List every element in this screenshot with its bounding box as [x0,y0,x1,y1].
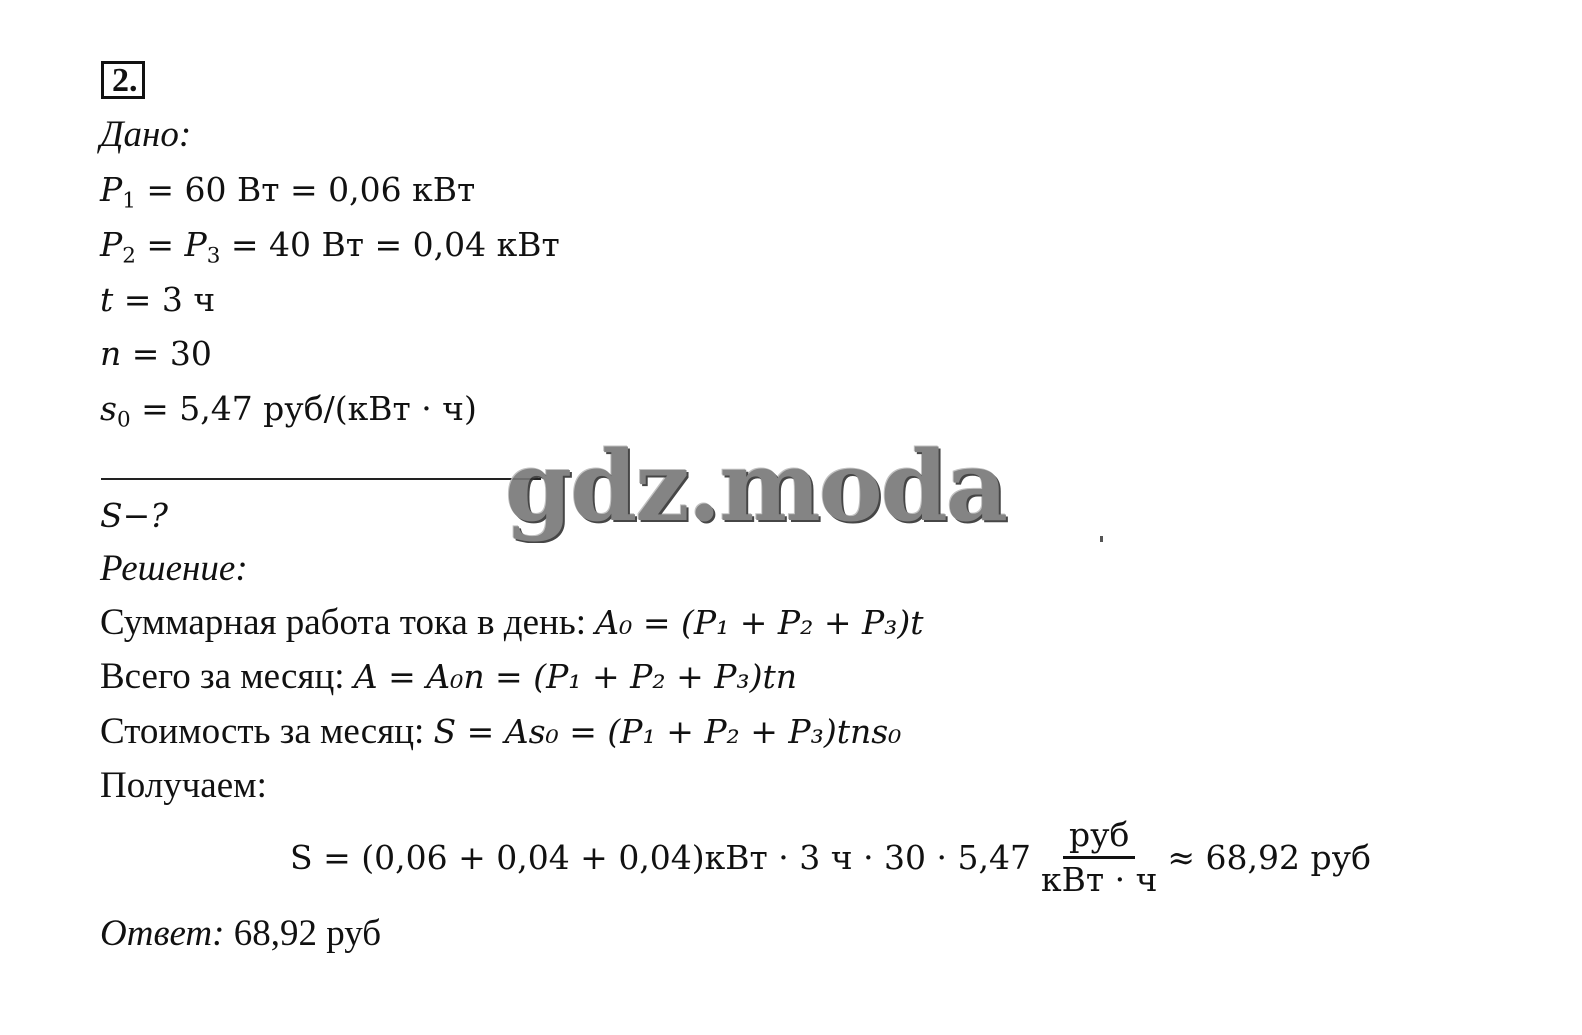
answer-label: Ответ: [100,913,225,954]
var-p1: P [100,170,123,209]
problem-number: 2. [101,61,145,99]
given-p2-eq: = [135,225,185,264]
given-line-n [100,334,212,374]
fraction-denominator: кВт · ч [1041,860,1158,899]
sub-p2: 2 [122,243,136,269]
fraction-numerator: руб [1063,816,1135,859]
solution-line-1 [100,603,924,643]
given-line-s0 [100,389,477,440]
final-formula-result: ≈ 68,92 руб [1167,838,1371,877]
given-line-p2-p3 [100,225,560,276]
sub-p1: 1 [122,188,136,214]
unit-fraction [1041,816,1157,899]
var-p3: P [184,225,207,264]
var-s0: s [100,389,117,428]
given-t-value: = 3 ч [113,280,216,319]
given-line-t [100,280,215,320]
sub-s0: 0 [116,407,131,433]
solution-line-3 [100,712,901,752]
speck-mark [1100,536,1103,542]
final-formula [290,816,1371,899]
solution-line-2-formula: A = A₀n = (P₁ + P₂ + P₃)tn [353,657,798,696]
var-n: n [100,334,122,373]
solution-line-4 [100,766,267,806]
watermark-logo: gdz.moda [505,430,1007,543]
solution-line-1-formula: A₀ = (P₁ + P₂ + P₃)t [595,603,924,642]
given-n-value: = 30 [121,334,212,373]
solution-line-4-text: Получаем: [100,765,267,806]
answer-value: 68,92 руб [224,913,382,954]
find-line: S−? [100,496,168,535]
solution-line-3-text: Стоимость за месяц: [100,711,434,752]
solution-line-2 [100,657,797,697]
given-s0-value: = 5,47 руб/(кВт · ч) [130,389,477,428]
var-p2: P [100,225,123,264]
answer-line [100,914,381,954]
given-line-p1 [100,170,475,221]
given-heading: Дано: [100,114,192,155]
solution-heading: Решение: [100,548,248,589]
var-t: t [100,280,114,319]
sub-p3: 3 [206,243,221,269]
given-p1-value: = 60 Вт = 0,06 кВт [135,170,476,209]
solution-line-2-text: Всего за месяц: [100,656,354,697]
given-separator [101,478,541,480]
given-p2-value: = 40 Вт = 0,04 кВт [220,225,560,264]
final-formula-left: S = (0,06 + 0,04 + 0,04)кВт · 3 ч · 30 · 5,47 [290,838,1031,877]
solution-line-3-formula: S = As₀ = (P₁ + P₂ + P₃)tns₀ [433,712,902,751]
solution-line-1-text: Суммарная работа тока в день: [100,602,596,643]
